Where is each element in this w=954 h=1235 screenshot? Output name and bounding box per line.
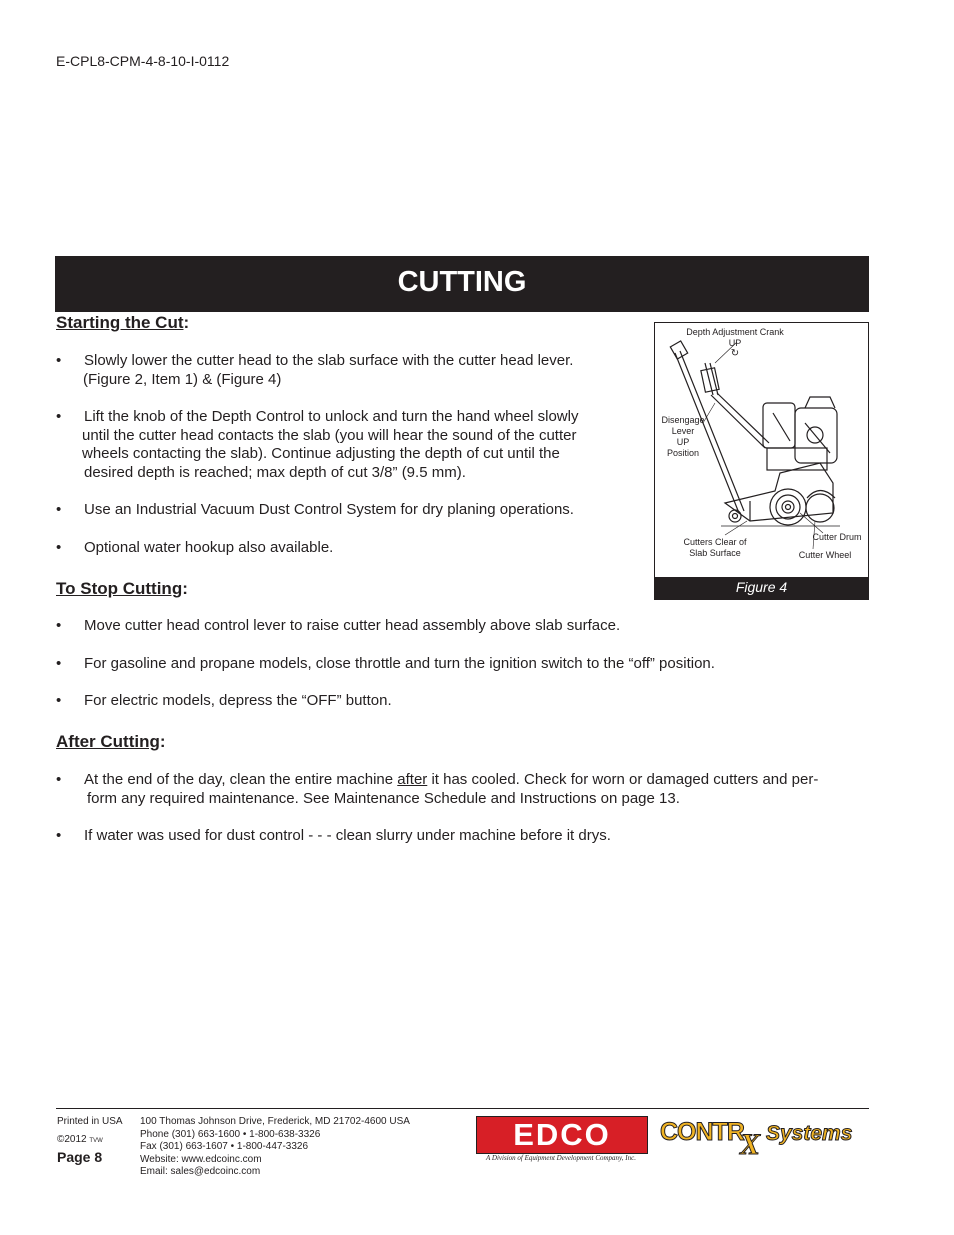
website: Website: www.edcoinc.com [140,1153,262,1165]
bullet-mark: • [56,827,62,844]
systems-wordmark: Systems [766,1122,853,1145]
bullet-text: form any required maintenance. See Maintenance Schedule and Instructions on page 13. [87,789,680,807]
bullet-text: Slowly lower the cutter head to the slab surface with the cutter head lever. [84,352,574,369]
list-item [56,655,856,675]
edco-wordmark: EDCO [513,1117,611,1152]
list-item [56,827,866,847]
bullet-text: Move cutter head control lever to raise cutter head assembly above slab surface. [84,617,621,634]
copyright [57,1134,103,1148]
bullet-text: Lift the knob of the Depth Control to unlock and turn the hand wheel slowly [84,408,579,425]
label-line: Position [666,448,700,458]
bullet-text: For gasoline and propane models, close throttle and turn the ignition switch to the “off” position. [84,655,715,672]
bullet-text: Use an Industrial Vacuum Dust Control System for dry planing operations. [84,501,574,518]
contrx-x: X [740,1128,761,1161]
edco-logo [476,1116,648,1154]
bullet-mark: • [56,692,62,709]
after-heading [56,732,166,752]
contact-block [140,1116,410,1179]
bullet-mark: • [56,771,62,788]
label-cutter-drum: Cutter Drum [812,532,862,542]
starting-heading-colon: : [183,313,190,332]
author-initials: TVW [89,1138,103,1144]
bullet-mark: • [56,655,62,672]
label-line: Disengage [661,415,705,425]
page-number: Page 8 [57,1149,103,1165]
label-up: UP [728,338,742,348]
section-title-bar [55,256,869,312]
list-item [56,352,636,392]
list-item [56,692,856,712]
bullet-mark: • [56,617,62,634]
bullet-text [84,771,818,790]
contrx-wordmark: CONTR [660,1118,744,1146]
underlined-after: after [397,771,428,788]
list-item [56,771,866,811]
phone: Phone (301) 663-1600 • 1-800-638-3326 [140,1128,321,1140]
figure-caption: Figure 4 [654,577,869,600]
bullet-mark: • [56,539,62,556]
bullet-text: (Figure 2, Item 1) & (Figure 4) [83,370,282,388]
address: 100 Thomas Johnson Drive, Frederick, MD 21702-4600 USA [140,1116,410,1127]
stopping-heading-colon: : [182,579,188,598]
bullet-text: until the cutter head contacts the slab (you will hear the sound of the cutter [82,426,577,444]
after-heading-colon: : [159,732,166,751]
text-run: it has cooled. Check for worn or damaged cutters and per- [427,771,819,788]
bullet-mark: • [56,501,62,518]
label-line: Slab Surface [689,548,741,558]
after-heading-text: After Cutting [56,732,160,751]
bullet-text: For electric models, depress the “OFF” button. [84,692,392,709]
starting-heading-text: Starting the Cut [56,313,184,332]
bullet-text: Optional water hookup also available. [84,539,334,556]
contrx-systems-logo [660,1116,870,1161]
list-item [56,539,636,559]
copyright-text: ©2012 [57,1134,87,1145]
stopping-heading [56,579,188,599]
stopping-heading-text: To Stop Cutting [56,579,183,598]
bullet-text: If water was used for dust control - - - clean slurry under machine before it drys. [84,827,611,844]
bullet-text: desired depth is reached; max depth of cut 3/8” (9.5 mm). [84,463,466,481]
bullet-mark: • [56,352,62,369]
list-item [56,408,636,484]
label-line: Cutters Clear of [683,537,747,547]
text-run: At the end of the day, clean the entire machine [84,771,398,788]
starting-heading [56,313,189,333]
figure-4-illustration [654,322,869,579]
rotate-arrow-icon: ↻ [730,348,740,359]
label-line: Lever [671,426,695,436]
label-cutter-wheel: Cutter Wheel [798,550,852,560]
list-item [56,501,636,521]
email: Email: sales@edcoinc.com [140,1166,261,1177]
edco-subtitle: A Division of Equipment Development Company, Inc. [486,1154,636,1162]
footer-rule [56,1108,869,1109]
label-depth-crank: Depth Adjustment Crank [686,327,784,337]
printed-in: Printed in USA [57,1116,123,1127]
section-title: CUTTING [397,266,527,298]
label-cutters-clear [675,537,755,559]
fax: Fax (301) 663-1607 • 1-800-447-3326 [140,1141,309,1152]
bullet-mark: • [56,408,62,425]
label-line: UP [676,437,690,447]
label-disengage-lever [657,415,709,459]
list-item [56,617,856,637]
document-code: E-CPL8-CPM-4-8-10-I-0112 [56,53,230,69]
bullet-text: wheels contacting the slab). Continue adjusting the depth of cut until the [82,445,560,462]
